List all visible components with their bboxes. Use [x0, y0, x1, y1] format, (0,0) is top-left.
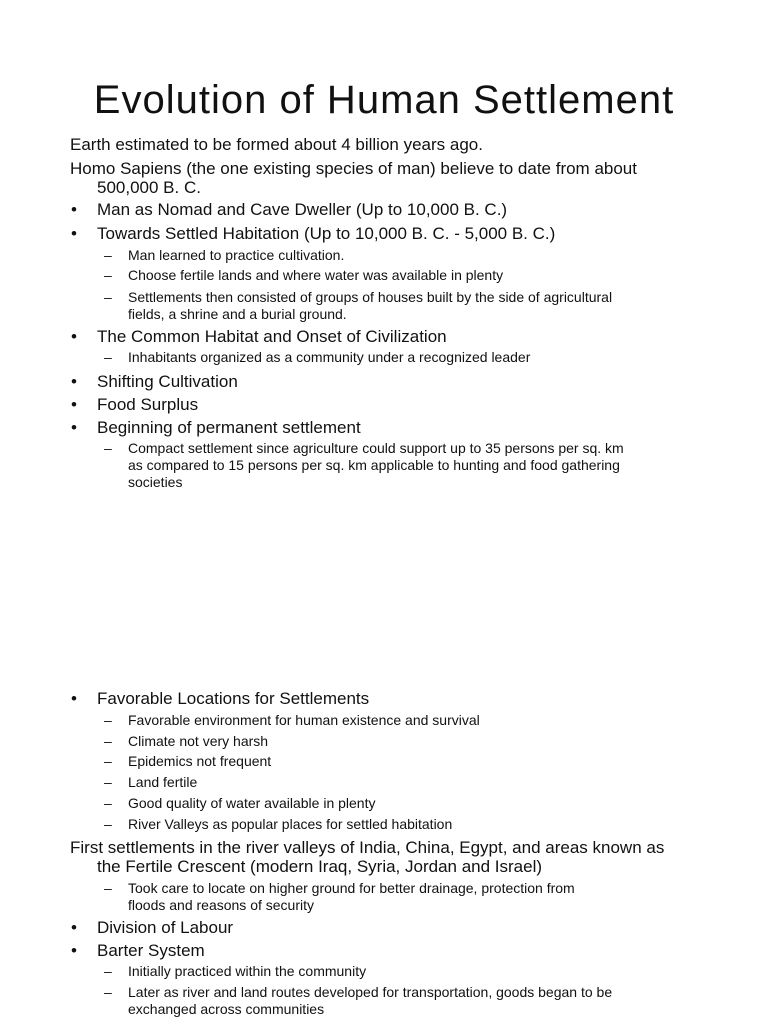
bullet-marker: •: [71, 689, 77, 708]
dash-marker: –: [104, 440, 112, 456]
paragraph-text-continued: 500,000 B. C.: [97, 178, 201, 197]
sub-item-text-continued: exchanged across communities: [128, 1001, 325, 1017]
bullet-marker: •: [71, 418, 77, 437]
bullet-marker: •: [71, 395, 77, 414]
bullet-marker: •: [71, 200, 77, 219]
paragraph-text: Homo Sapiens (the one existing species of man) believe to date from about: [70, 159, 637, 178]
paragraph-homo-sapiens: [70, 159, 637, 197]
bullet-text: The Common Habitat and Onset of Civilization: [97, 327, 447, 346]
sub-item-text-continued: as compared to 15 persons per sq. km applicable to hunting and food gathering: [128, 457, 620, 473]
paragraph-first-settlements: [70, 838, 664, 876]
paragraph-text: First settlements in the river valleys of India, China, Egypt, and areas known as: [70, 838, 665, 857]
sub-item-community-leader: [104, 349, 531, 366]
sub-item-text: Later as river and land routes developed for transportation, goods began to be: [128, 984, 613, 1000]
paragraph-earth-age: [70, 135, 483, 154]
sub-item-text: Took care to locate on higher ground for better drainage, protection from: [128, 880, 575, 896]
dash-marker: –: [104, 289, 112, 305]
bullet-text: Barter System: [97, 941, 205, 960]
bullet-text: Favorable Locations for Settlements: [97, 689, 370, 708]
sub-item-favorable-environment: [104, 712, 480, 729]
bullet-permanent-settlement: [71, 418, 361, 437]
dash-marker: –: [104, 984, 112, 1000]
sub-item-across-communities: [104, 984, 613, 1018]
dash-marker: –: [104, 753, 112, 769]
sub-item-river-valleys: [104, 816, 453, 833]
paragraph-text-continued: the Fertile Crescent (modern Iraq, Syria, Jordan and Israel): [97, 857, 543, 876]
bullet-text: Towards Settled Habitation (Up to 10,000 B. C. - 5,000 B. C.): [97, 224, 556, 243]
sub-item-within-community: [104, 963, 367, 980]
sub-item-compact-settlement: [104, 440, 624, 491]
bullet-favorable-locations: [71, 689, 370, 708]
sub-item-text: Initially practiced within the community: [128, 963, 367, 979]
dash-marker: –: [104, 880, 112, 896]
sub-item-settlements-houses: [104, 289, 613, 323]
sub-item-text: Inhabitants organized as a community under a recognized leader: [128, 349, 531, 365]
paragraph-text: Earth estimated to be formed about 4 billion years ago.: [70, 135, 483, 154]
sub-item-land-fertile: [104, 774, 198, 791]
bullet-food-surplus: [71, 395, 199, 414]
sub-item-text-continued: floods and reasons of security: [128, 897, 314, 913]
dash-marker: –: [104, 712, 112, 728]
sub-item-text: Man learned to practice cultivation.: [128, 247, 345, 263]
sub-item-text: Favorable environment for human existence and survival: [128, 712, 480, 728]
bullet-marker: •: [71, 327, 77, 346]
bullet-common-habitat: [71, 327, 447, 346]
bullet-text: Beginning of permanent settlement: [97, 418, 361, 437]
dash-marker: –: [104, 963, 112, 979]
bullet-nomad: [71, 200, 508, 219]
sub-item-text-continued: societies: [128, 474, 183, 490]
bullet-division-of-labour: [71, 918, 234, 937]
sub-item-text: Epidemics not frequent: [128, 753, 272, 769]
sub-item-climate: [104, 733, 269, 750]
bullet-text: Man as Nomad and Cave Dweller (Up to 10,000 B. C.): [97, 200, 508, 219]
dash-marker: –: [104, 349, 112, 365]
sub-item-text: Compact settlement since agriculture could support up to 35 persons per sq. km: [128, 440, 624, 456]
sub-item-text: River Valleys as popular places for settled habitation: [128, 816, 453, 832]
dash-marker: –: [104, 247, 112, 263]
bullet-text: Shifting Cultivation: [97, 372, 238, 391]
sub-item-cultivation: [104, 247, 345, 264]
bullet-text: Division of Labour: [97, 918, 234, 937]
bullet-marker: •: [71, 372, 77, 391]
bullet-marker: •: [71, 918, 77, 937]
bullet-barter-system: [71, 941, 205, 960]
bullet-settled-habitation: [71, 224, 556, 243]
sub-item-epidemics: [104, 753, 272, 770]
sub-item-text: Climate not very harsh: [128, 733, 269, 749]
dash-marker: –: [104, 795, 112, 811]
sub-item-text: Land fertile: [128, 774, 198, 790]
sub-item-higher-ground: [104, 880, 575, 914]
bullet-shifting-cultivation: [71, 372, 238, 391]
sub-item-text: Good quality of water available in plenty: [128, 795, 376, 811]
dash-marker: –: [104, 267, 112, 283]
bullet-text: Food Surplus: [97, 395, 199, 414]
sub-item-water-quality: [104, 795, 376, 812]
sub-item-text: Choose fertile lands and where water was available in plenty: [128, 267, 504, 283]
bullet-marker: •: [71, 224, 77, 243]
dash-marker: –: [104, 774, 112, 790]
page-title: Evolution of Human Settlement: [93, 78, 675, 122]
bullet-marker: •: [71, 941, 77, 960]
dash-marker: –: [104, 816, 112, 832]
sub-item-text-continued: fields, a shrine and a burial ground.: [128, 306, 347, 322]
sub-item-text: Settlements then consisted of groups of houses built by the side of agricultural: [128, 289, 613, 305]
sub-item-fertile-lands: [104, 267, 504, 284]
dash-marker: –: [104, 733, 112, 749]
